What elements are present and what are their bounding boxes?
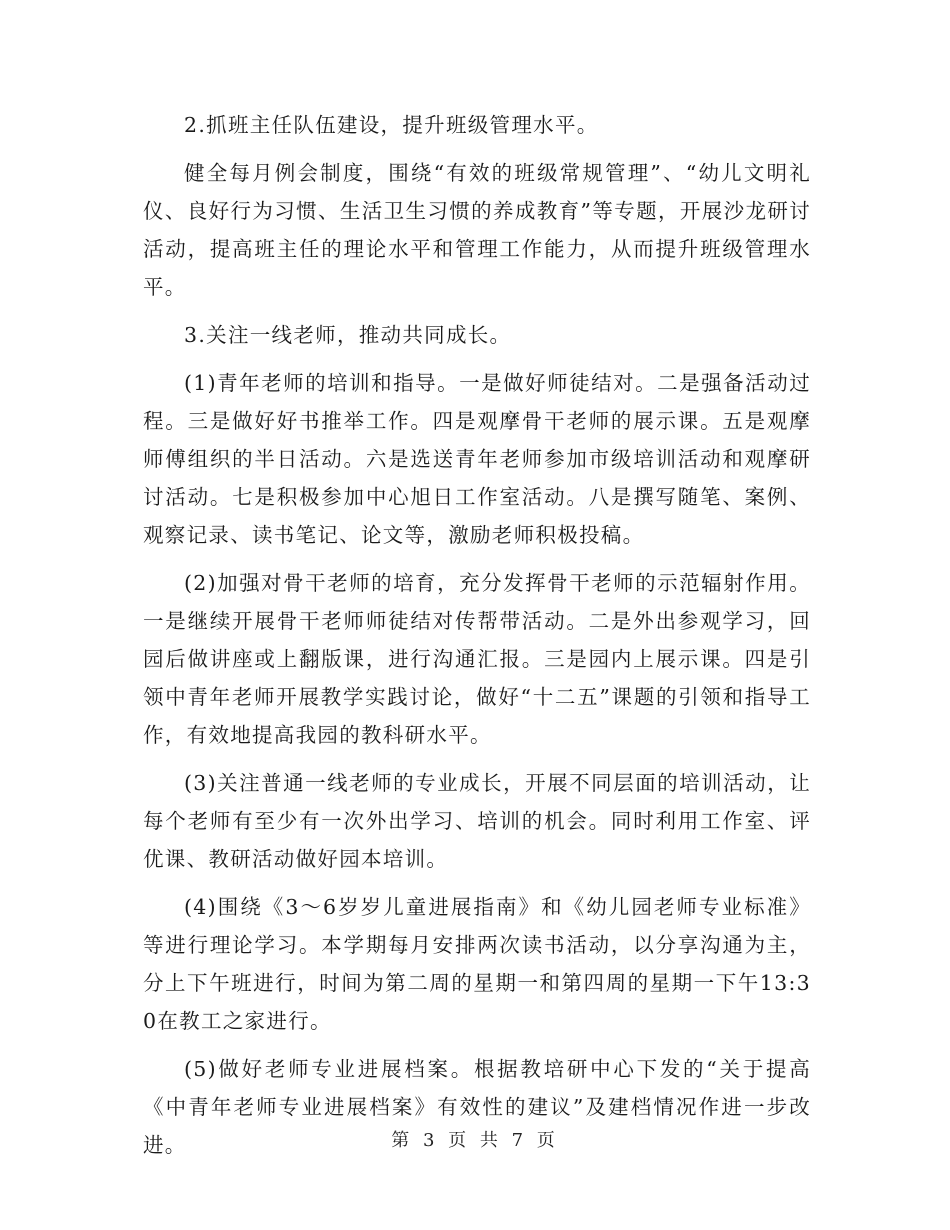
paragraph-item-2: (2)加强对骨干老师的培育，充分发挥骨干老师的示范辐射作用。一是继续开展骨干老师师徒结对传帮带活动。二是外出参观学习，回园后做讲座或上翻版课，进行沟通汇报。三是园内上展示课。四是引领中青年老师开展教学实践讨论，做好“十二五”课题的引领和指导工作，有效地提高我园的教科研水平。 bbox=[143, 571, 811, 747]
paragraph-item-5: (5)做好老师专业进展档案。根据教培研中心下发的“关于提高《中青年老师专业进展档案》有效性的建议”及建档情况作进一步改进。 bbox=[143, 1057, 811, 1157]
document-body bbox=[143, 106, 811, 1174]
section-heading-3: 3.关注一线老师，推动共同成长。 bbox=[184, 323, 512, 347]
paragraph-item-1: (1)青年老师的培训和指导。一是做好师徒结对。二是强备活动过程。三是做好好书推举工作。四是观摩骨干老师的展示课。五是观摩师傅组织的半日活动。六是选送青年老师参加市级培训活动和观摩研讨活动。七是积极参加中心旭日工作室活动。八是撰写随笔、案例、观察记录、读书笔记、论文等，激励老师积极投稿。 bbox=[143, 371, 811, 547]
paragraph-item-4: (4)围绕《3～6岁岁儿童进展指南》和《幼儿园老师专业标准》等进行理论学习。本学期每月安排两次读书活动，以分享沟通为主，分上下午班进行，时间为第二周的星期一和第四周的星期一下午13:30在教工之家进行。 bbox=[143, 895, 811, 1033]
section-heading-2: 2.抓班主任队伍建设，提升班级管理水平。 bbox=[184, 113, 599, 137]
page-footer: 第 3 页 共 7 页 bbox=[391, 1130, 559, 1151]
paragraph-class-teacher: 健全每月例会制度，围绕“有效的班级常规管理”、“幼儿文明礼仪、良好行为习惯、生活卫生习惯的养成教育”等专题，开展沙龙研讨活动，提高班主任的理论水平和管理工作能力，从而提升班级管理水平。 bbox=[143, 161, 811, 299]
paragraph-item-3: (3)关注普通一线老师的专业成长，开展不同层面的培训活动，让每个老师有至少有一次外出学习、培训的机会。同时利用工作室、评优课、教研活动做好园本培训。 bbox=[143, 771, 811, 871]
